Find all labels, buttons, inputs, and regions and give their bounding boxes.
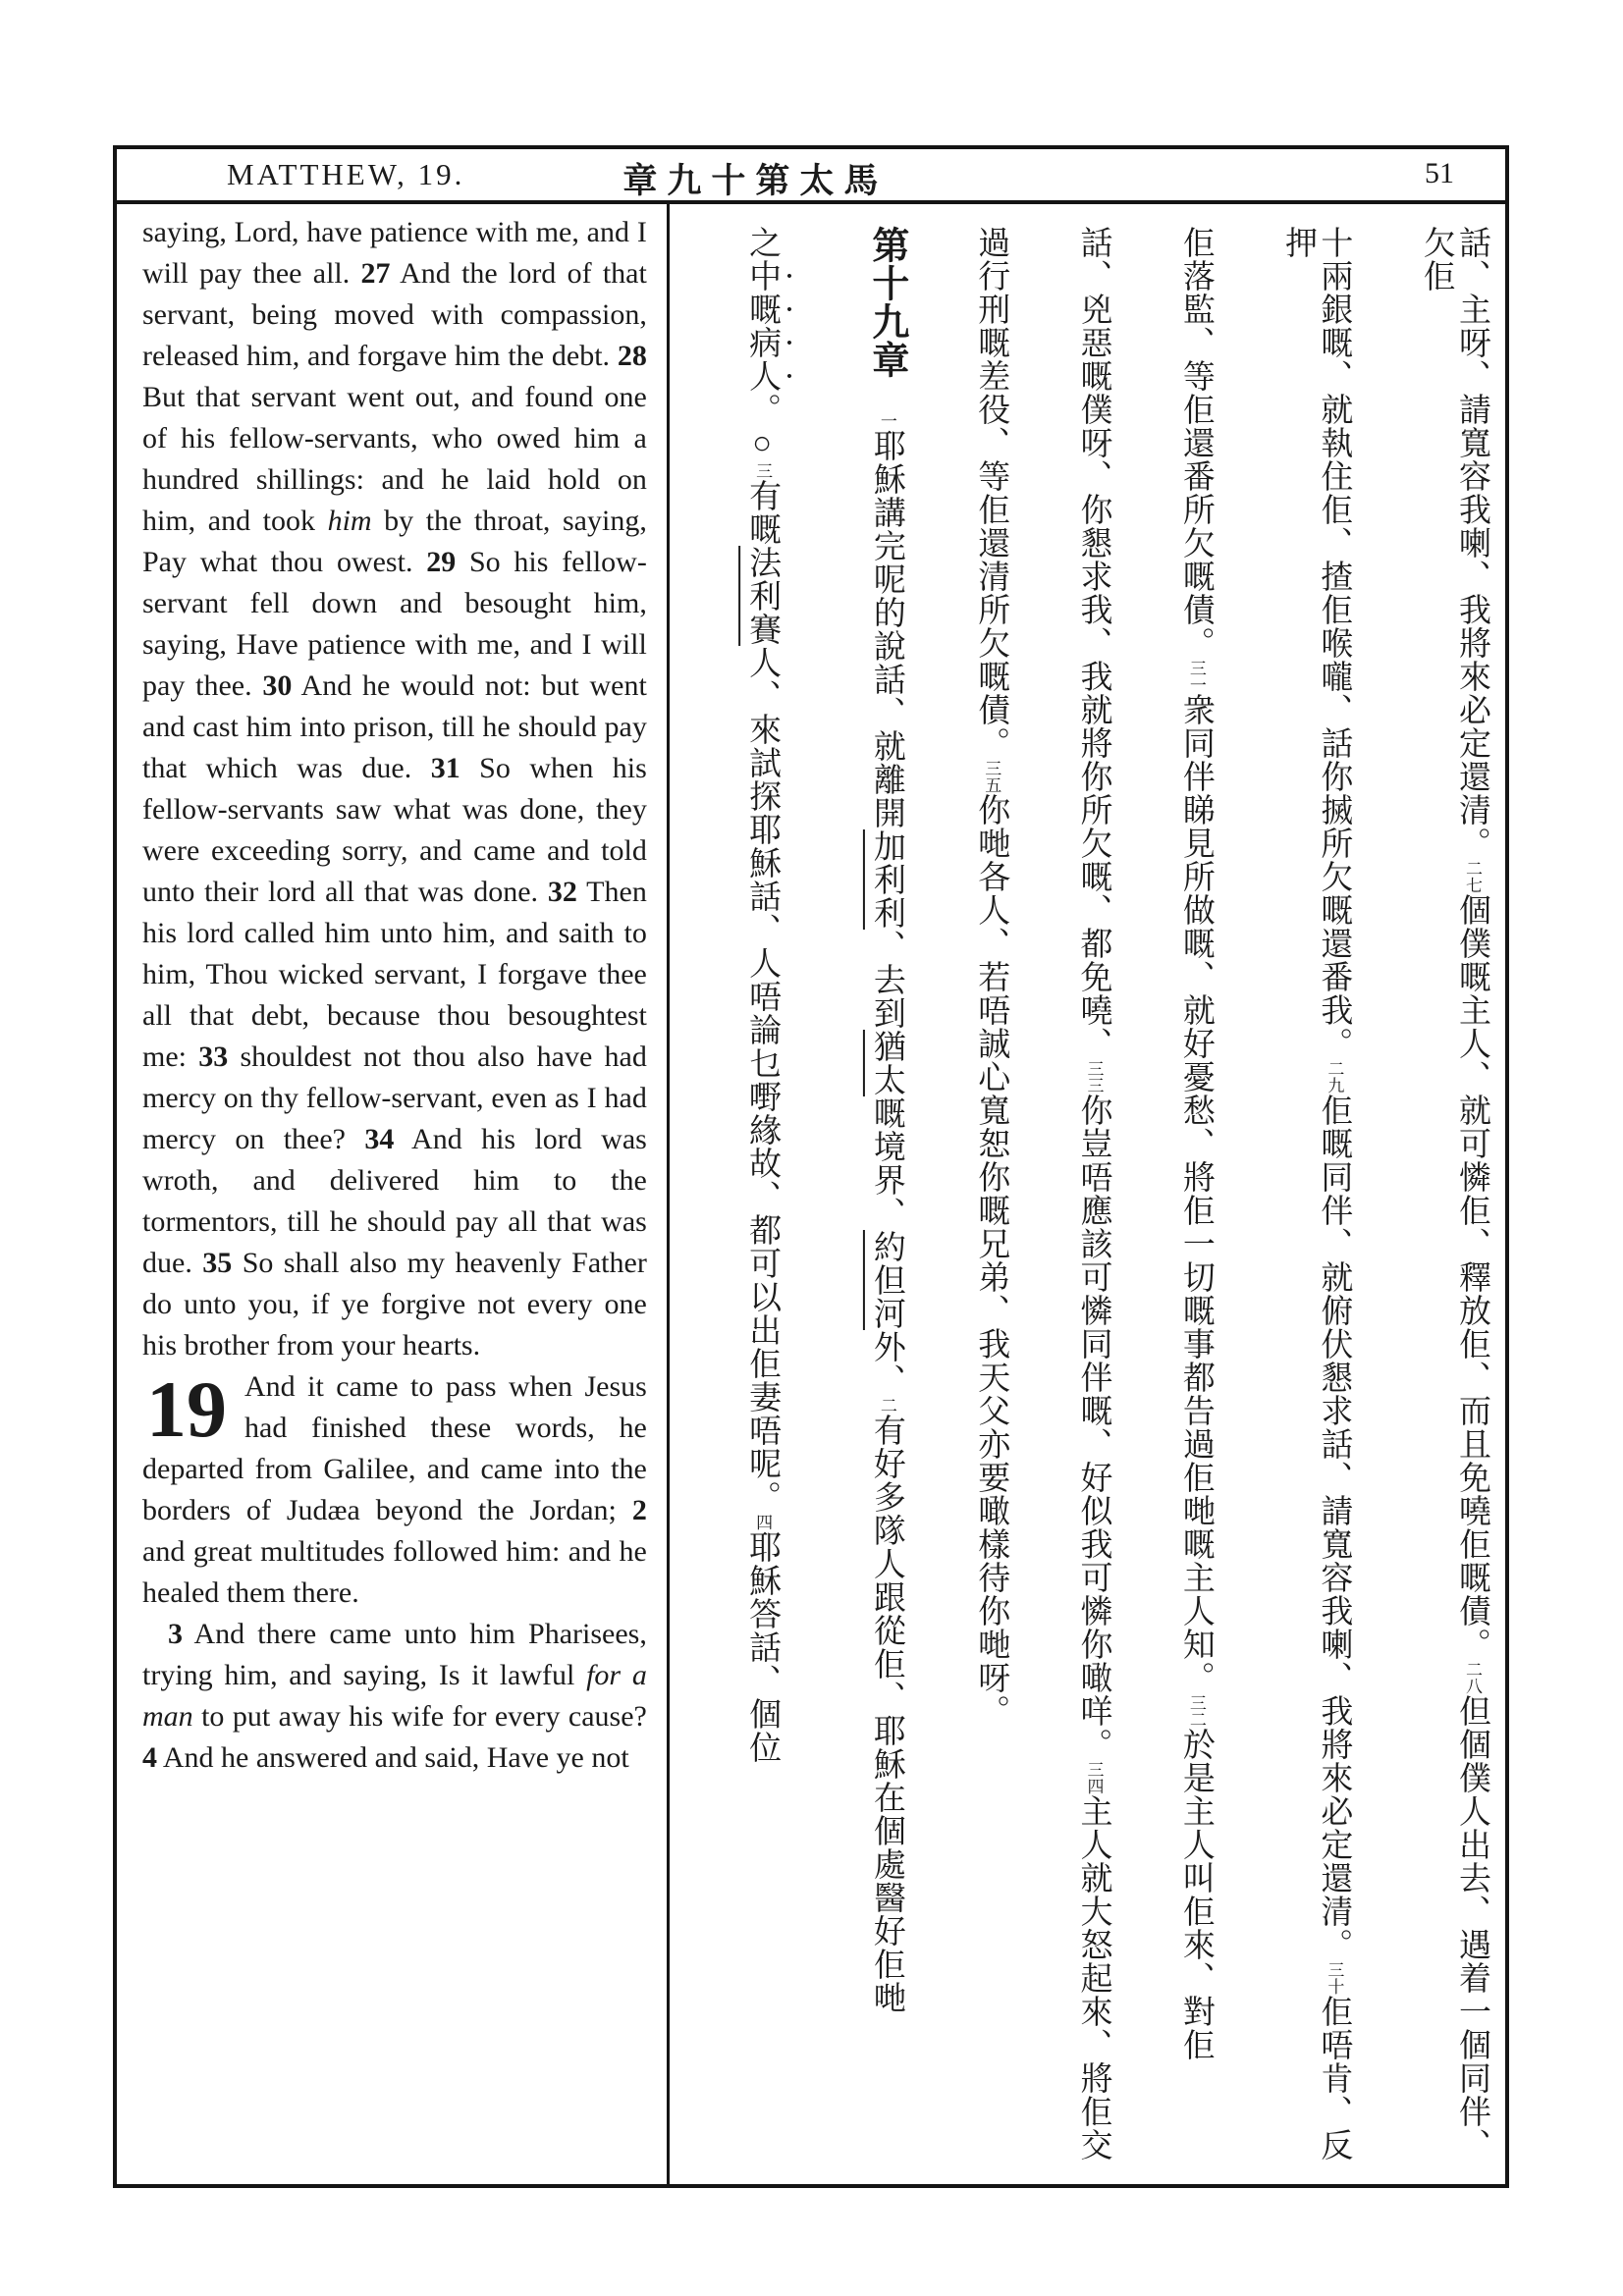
text-segment: to put away his wife for every cause? [192,1700,647,1733]
emphasized-text: 中嘅病人 [744,259,781,393]
text-segment: So when his fellow-servants saw what was done, they were exceeding sorry, and came and told unto their lord all that was done. [142,752,647,908]
text-segment: saying, Lord, have patience with me, and I will pay thee all. [142,216,647,290]
verse-number: 三三 [1084,1060,1104,1094]
verse-number: 一 [877,412,896,429]
verse-number: 三一 [1186,660,1206,693]
chapter-number-dropcap: 19 [146,1364,227,1454]
text-segment: And there came unto him Pharisees, trying him, and saying, Is it lawful [142,1618,647,1691]
english-text-column [117,204,670,2188]
text-segment: 你哋各人、若唔誠心寬恕你嘅兄弟、我天父亦要噉樣待你哋呀。 [973,793,1009,1728]
text-segment: 你豈唔應該可憐同伴嘅、好似我可憐你噉咩。 [1075,1094,1111,1761]
proper-noun: 法利賽 [744,546,781,646]
page-header [117,149,1505,204]
text-segment: 話、兇惡嘅僕呀、你懇求我、我就將你所欠嘅、都免嘵、 [1075,226,1111,1060]
text-segment: 個僕嘅主人、就可憐佢、釋放佢、而且免嘵佢嘅債。 [1454,893,1489,1661]
text-segment: 但個僕人出去、遇着一個同伴、欠佢 [1418,226,1489,2162]
text-segment: 佢落監、等佢還番所欠嘅債。 [1177,226,1214,660]
verse-number: 三四 [1084,1761,1104,1794]
text-segment: 耶穌答話、個位 [744,1530,781,1764]
text-segment: 嘅境界、 [868,1096,904,1230]
text-segment: So his fellow-servant fell down and besought him, saying, Have patience with me, and I will pay thee. [142,546,647,702]
text-segment: 耶穌講完呢的說話、就離開 [868,429,904,829]
text-segment: And his lord was wroth, and delivered him to the tormentors, till he should pay all that was due. [142,1123,647,1279]
text-segment: 32 [547,876,577,908]
text-segment: 27 [360,257,391,290]
page-number: 51 [1425,157,1454,189]
text-segment: 29 [426,546,457,578]
text-segment: shouldest not thou also have had mercy on thy fellow-servant, even as I had mercy on thee? [142,1041,647,1155]
text-segment: 4 [142,1741,157,1774]
text-segment: And it came to pass when Jesus had finished these words, he departed from Galilee, and came into the borders of Judæa beyond the Jordan; [142,1370,647,1526]
proper-noun: 猶太 [868,1030,904,1096]
chinese-column [1178,226,1214,2170]
text-segment: 人、來試探耶穌話、人唔論乜嘢緣故、都可以出佢妻唔呢。 [744,646,781,1514]
text-segment: 34 [364,1123,395,1155]
text-segment: 31 [430,752,460,784]
text-segment: 過行刑嘅差役、等佢還清所欠嘅債。 [973,226,1009,760]
chinese-vertical-columns [677,226,1489,2170]
verse-number: 二八 [1463,1661,1482,1694]
chinese-column [1075,226,1110,2170]
text-segment: 28 [617,340,647,372]
text-segment: 35 [202,1247,233,1279]
header-title-english: MATTHEW, 19. [227,157,465,191]
text-segment: him [327,505,372,537]
text-segment: 2 [631,1494,647,1526]
verse-number: 二七 [1463,860,1482,893]
verse-number: 三十 [1325,1961,1344,1995]
text-segment: But that servant went out, and found one of his fellow-servants, who owed him a hundred shillings: and he laid hold on him, and took [142,381,647,537]
text-segment [869,379,904,412]
verse-number: 三二 [1186,1694,1206,1728]
text-segment: 佢唔肯、反押 [1280,226,1352,2162]
text-segment: And the lord of that servant, being moved with compassion, released him, and forgave him the debt. [142,257,647,372]
verse-number: 二 [877,1397,896,1414]
text-segment: and great multitudes followed him: and he healed them there. [142,1535,647,1609]
text-segment: 有嘅 [744,479,781,546]
text-segment: 十兩銀嘅、就執住佢、揸佢喉嚨、話你搣所欠嘅還番我。 [1316,226,1352,1060]
text-segment: 於是主人叫佢來、對佢 [1177,1728,1214,2061]
chinese-column [744,226,798,2170]
text-segment: 、去到 [868,930,904,1030]
chinese-column [1280,226,1352,2170]
text-segment: And he answered and said, Have ye not [157,1741,629,1774]
chinese-column [865,226,906,2170]
english-paragraph [142,212,647,1366]
header-title-chinese: 章九十第太馬 [622,162,889,200]
text-segment: Then his lord called him unto him, and saith to him, Thou wicked servant, I forgave thee all that debt, because thou besoughtest me: [142,876,647,1073]
text-segment: 外、 [868,1330,904,1397]
english-paragraph [142,1614,647,1779]
verse-number: 三五 [982,760,1001,793]
verse-number: 四 [753,1514,773,1530]
chinese-text-panel [670,204,1505,2188]
text-segment: 。○ [744,393,781,462]
english-paragraph [142,1366,647,1614]
page-frame [113,145,1509,2188]
text-segment: 33 [198,1041,229,1073]
proper-noun: 加利利 [868,829,904,930]
text-segment: 有好多隊人跟從佢、耶穌在個處醫好佢哋 [868,1414,904,2014]
text-segment: 之 [744,226,781,259]
text-segment: 主人就大怒起來、將佢交 [1075,1794,1111,2162]
page-content [117,204,1505,2188]
verse-number: 二九 [1325,1060,1344,1094]
chapter-heading: 第十九章 [865,226,907,379]
proper-noun: 約但河 [868,1230,904,1330]
text-segment: So shall also my heavenly Father do unto you, if ye forgive not every one his brother from your hearts. [142,1247,647,1362]
text-segment: And he would not: but went and cast him into prison, till he should pay that which was due. [142,669,647,784]
chinese-column [973,226,1008,2170]
text-segment: 話、主呀、請寬容我喇、我將來必定還清。 [1454,226,1489,860]
text-segment: by the throat, saying, Pay what thou owest. [142,505,647,578]
text-segment: for a man [142,1659,647,1733]
chinese-column [1418,226,1489,2170]
text-segment: 佢嘅同伴、就俯伏懇求話、請寬容我喇、我將來必定還清。 [1316,1094,1352,1961]
text-segment: 3 [168,1618,183,1650]
verse-number: 三 [753,462,773,479]
text-segment: 30 [262,669,293,702]
text-segment: 衆同伴睇見所做嘅、就好憂愁、將佢一切嘅事都告過佢哋嘅主人知。 [1177,693,1214,1694]
